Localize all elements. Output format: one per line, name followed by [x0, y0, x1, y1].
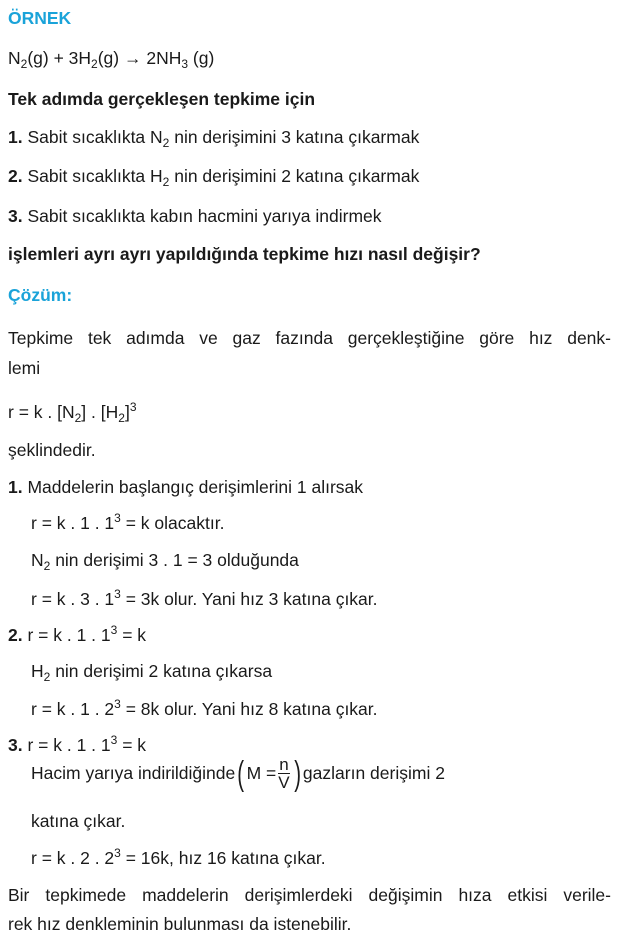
molarity-formula-label: M =	[246, 763, 277, 783]
step3-line3: r = k . 2 . $2^3 = 16k$, hız 16 katına çıkar.	[31, 846, 326, 868]
rate-law-suffix: şeklindedir.	[8, 440, 96, 460]
step1-line3: r = k . 3 . $1^3 = 3k$ olur. Yani hız 3 katına çıkar.	[31, 587, 378, 609]
closing-line2: rek hız denkleminin bulunması da istenebilir.	[8, 914, 352, 934]
fraction-denominator: V	[278, 773, 290, 792]
rate-law: r = k . $[N_2]$ . $[H_2]^3$	[8, 400, 137, 425]
reaction-arrow: →	[123, 48, 142, 68]
step3-line2: katına çıkar.	[31, 811, 126, 831]
solution-heading: Çözüm:	[8, 285, 73, 305]
step1-line2: $N_2$ nin derişimi 3 . 1 = 3 olduğunda	[31, 550, 299, 573]
question-intro: Tek adımda gerçekleşen tepkime için	[8, 89, 316, 109]
closing-line1: Bir tepkimede maddelerin derişimlerdeki değişimin hıza etkisi verile-	[8, 885, 611, 905]
step1-line1: r = k . 1 . $1^3 = k$ olacaktır.	[31, 511, 225, 533]
step2-line1: $H_2$ nin derişimi 2 katına çıkarsa	[31, 661, 273, 684]
operation-3: 3. Sabit sıcaklıkta kabın hacmini yarıya indirmek	[8, 206, 382, 226]
step2-line0: 2. r = k . 1 . $1^3 = k$	[8, 623, 147, 645]
open-paren: (	[237, 754, 245, 793]
molarity-fraction	[278, 756, 289, 791]
step2-line2: r = k . 1 . $2^3 = 8k$ olur. Yani hız 8 katına çıkar.	[31, 697, 378, 719]
operation-2: 2. Sabit sıcaklıkta $H_2$ nin derişimini 2 katına çıkarmak	[8, 166, 420, 189]
step3-line0: 3. r = k . 1 . $1^3 = k$	[8, 733, 147, 755]
operation-1: 1. Sabit sıcaklıkta $N_2$ nin derişimini 3 katına çıkarmak	[8, 127, 420, 150]
step3-line1: Hacim yarıya indirildiğinde ( M = $\frac{n}{V}$ ) gazların derişimi 2	[31, 754, 445, 793]
close-paren: )	[293, 754, 301, 793]
example-heading: ÖRNEK	[8, 8, 72, 28]
fraction-numerator: n	[279, 755, 289, 774]
solution-intro-line1: Tepkime tek adımda ve gaz fazında gerçekleştiğine göre hız denk-	[8, 328, 611, 348]
question: işlemleri ayrı ayrı yapıldığında tepkime hızı nasıl değişir?	[8, 244, 481, 264]
step1-title: 1. Maddelerin başlangıç derişimlerini 1 alırsak	[8, 477, 364, 497]
reaction-equation: $N_2(g) + 3H_2(g) \to 2NH_3$ (g)	[8, 48, 215, 71]
solution-intro-line2: lemi	[8, 358, 41, 378]
